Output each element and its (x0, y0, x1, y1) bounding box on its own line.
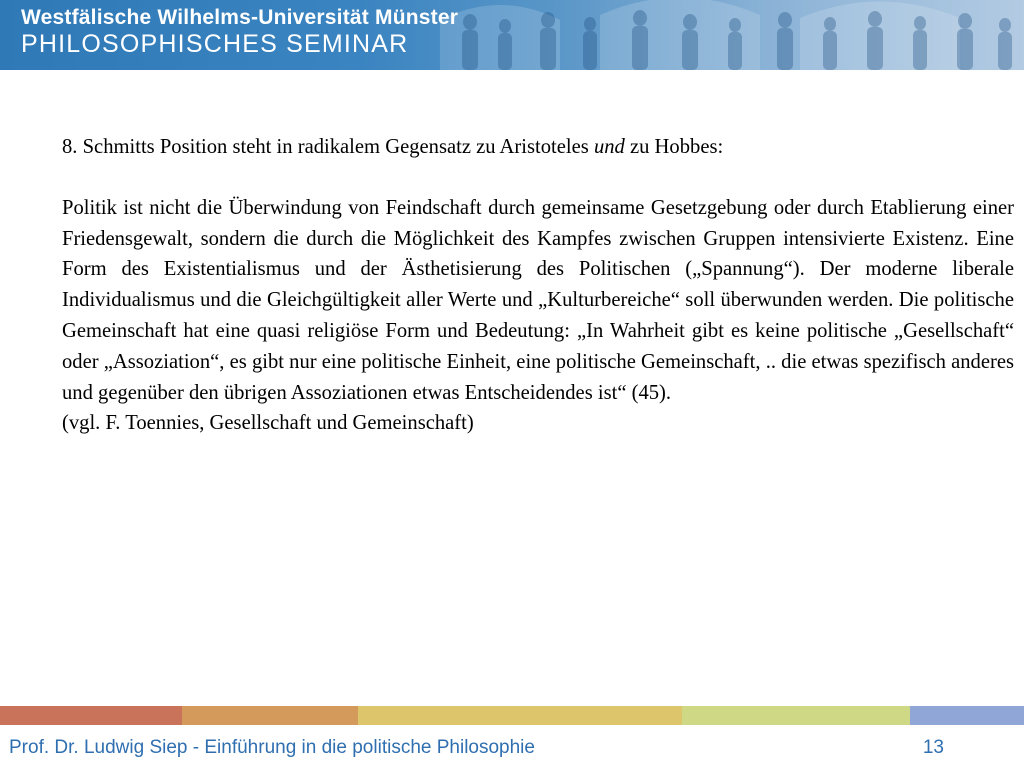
page-number: 13 (922, 737, 944, 758)
header-banner (0, 0, 1024, 70)
color-segment-4 (682, 706, 910, 725)
university-name: Westfälische Wilhelms-Universität Münster (21, 6, 459, 29)
color-segment-3 (358, 706, 682, 725)
footer-color-bar (0, 706, 1024, 725)
heading-text-start: 8. Schmitts Position steht in radikalem Gegensatz zu Aristoteles (62, 136, 594, 158)
seminar-name: PHILOSOPHISCHES SEMINAR (21, 30, 409, 58)
heading-text-end: zu Hobbes: (624, 136, 724, 158)
color-segment-2 (182, 706, 358, 725)
main-paragraph: Politik ist nicht die Überwindung von Feindschaft durch gemeinsame Gesetzgebung oder durch Etablierung einer Friedensgewalt, sondern die durch die Möglichkeit des Kampfes zwischen Gruppen intensivierte Existenz. Eine Form des Existentialismus und der Ästhetisierung des Politischen („Spannung“). Der moderne liberale Individualismus und die Gleichgültigkeit aller Werte und „Kulturbereiche“ soll überwunden werden. Die politische Gemeinschaft hat eine quasi religiöse Form und Bedeutung: „In Wahrheit gibt es keine politische „Gesellschaft“ oder „Assoziation“, es gibt nur eine politische Einheit, eine politische Gemeinschaft, .. die etwas spezifisch anderes und gegenüber den übrigen Assoziationen etwas Entscheidendes ist“ (45). (62, 196, 1014, 404)
color-segment-1 (0, 706, 182, 725)
color-segment-5 (910, 706, 1024, 725)
slide-content (62, 132, 1014, 439)
footer-title: Prof. Dr. Ludwig Siep - Einführung in die politische Philosophie (9, 737, 535, 758)
slide-heading (62, 132, 1014, 163)
reference-line: (vgl. F. Toennies, Gesellschaft und Gemeinschaft) (62, 412, 474, 435)
heading-emphasis: und (593, 136, 625, 158)
